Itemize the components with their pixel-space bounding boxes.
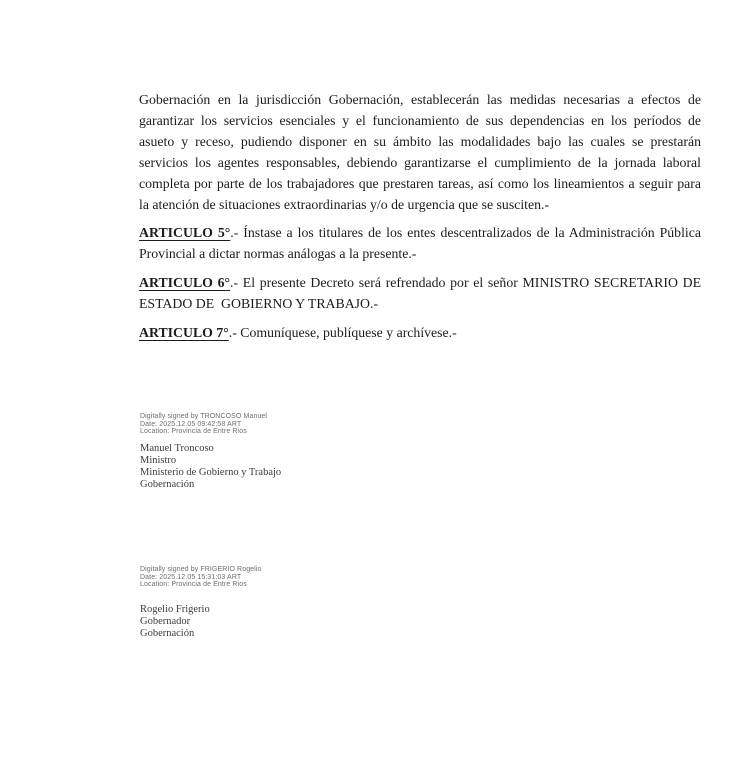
article-6-label: ARTICULO 6°	[139, 275, 231, 291]
intro-line: completa por parte de los trabajadores que prestaren tareas, así como los lineamientos a seguir para	[139, 175, 701, 191]
digital-stamp-frigerio	[140, 566, 261, 589]
intro-line: la atención de situaciones extraordinarias y/o de urgencia que se susciten.-	[139, 196, 550, 212]
signatory-unit: Gobernación	[140, 628, 195, 639]
stamp-date: Date: 2025.12.05 09:42:58 ART	[140, 420, 242, 428]
digital-stamp-troncoso	[140, 413, 281, 436]
article-5-text: .- Ínstase a los titulares de los entes descentralizados de la Administración Pública	[230, 225, 701, 241]
signatory-name: Manuel Troncoso	[140, 442, 214, 454]
stamp-signed-by: Digitally signed by FRIGERIO Rogelio	[140, 566, 262, 573]
article-6-line-1	[139, 273, 701, 294]
intro-line: Gobernación en la jurisdicción Gobernación, establecerán las medidas necesarias a efectos de	[139, 92, 701, 107]
article-7-label: ARTICULO 7°	[139, 325, 229, 341]
article-5-label: ARTICULO 5°	[139, 225, 231, 241]
signature-block-troncoso	[140, 413, 281, 490]
article-paragraph-5	[139, 223, 701, 265]
intro-line: servicios los agentes responsables, debiendo garantizarse el cumplimiento de la jornada laboral	[139, 154, 701, 170]
article-paragraph-7	[139, 323, 701, 344]
article-5-line-2: Provincial a dictar normas análogas a la presente.-	[139, 246, 417, 262]
article-paragraph-6	[139, 273, 701, 315]
signatory-name: Rogelio Frigerio	[140, 603, 210, 615]
article-7-line-1	[139, 323, 701, 344]
signature-block-frigerio	[140, 566, 261, 640]
document-text-column	[139, 90, 701, 352]
article-6-line-2: ESTADO DE GOBIERNO Y TRABAJO.-	[139, 296, 379, 312]
intro-line: asueto y receso, pudiendo disponer en su ámbito las modalidades bajo las cuales se prestarán	[139, 133, 701, 149]
signatory-org: Ministerio de Gobierno y Trabajo	[140, 467, 282, 478]
article-5-line-1	[139, 223, 701, 244]
article-7-text: .- Comuníquese, publíquese y archívese.-	[228, 325, 457, 341]
stamp-date: Date: 2025.12.05 15:31:03 ART	[140, 573, 242, 581]
stamp-location: Location: Provincia de Entre Rios	[140, 581, 247, 588]
intro-paragraph	[139, 90, 701, 215]
article-6-text: .- El presente Decreto será refrendado por el señor MINISTRO SECRETARIO DE	[230, 275, 702, 291]
signatory-title: Ministro	[140, 454, 177, 466]
intro-line: garantizar los servicios esenciales y el funcionamiento de sus dependencias en los períodos de	[139, 112, 701, 128]
stamp-signed-by: Digitally signed by TRONCOSO Manuel	[140, 413, 268, 420]
stamp-location: Location: Provincia de Entre Rios	[140, 428, 247, 435]
signatory-unit: Gobernación	[140, 478, 195, 490]
signatory-title: Gobernador	[140, 615, 191, 627]
